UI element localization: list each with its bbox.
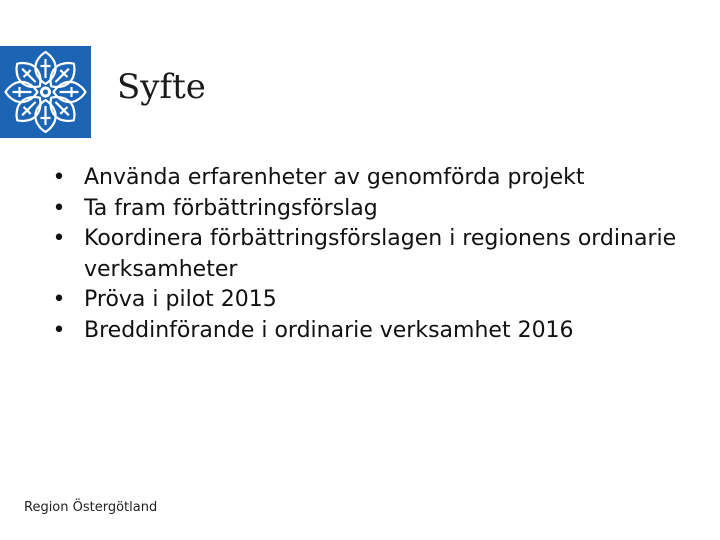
bullet-item: • Ta fram förbättringsförslag: [52, 195, 378, 221]
slide-title: Syfte: [117, 67, 206, 107]
bullet-item: • Pröva i pilot 2015: [52, 287, 277, 312]
bullet-text: Breddinförande i ordinarie verksamhet 2016: [84, 317, 574, 343]
cornflower-logo: [0, 46, 91, 138]
bullet-item: • Breddinförande i ordinarie verksamhet 2016: [52, 317, 574, 343]
bullet-list: [48, 163, 688, 346]
bullet-text: Ta fram förbättringsförslag: [84, 195, 378, 221]
cornflower-icon: [0, 46, 91, 138]
bullet-text: Pröva i pilot 2015: [84, 287, 277, 312]
bullet-item: • Använda erfarenheter av genomförda projekt: [52, 165, 585, 190]
bullet-text: Koordinera förbättringsförslagen i regionens ordinarie verksamheter: [84, 226, 677, 282]
bullet-item: • Koordinera förbättringsförslagen i regionens ordinarie verksamheter: [52, 226, 677, 282]
footer-org-name: Region Östergötland: [24, 500, 158, 515]
bullet-text: Använda erfarenheter av genomförda projekt: [84, 165, 585, 190]
